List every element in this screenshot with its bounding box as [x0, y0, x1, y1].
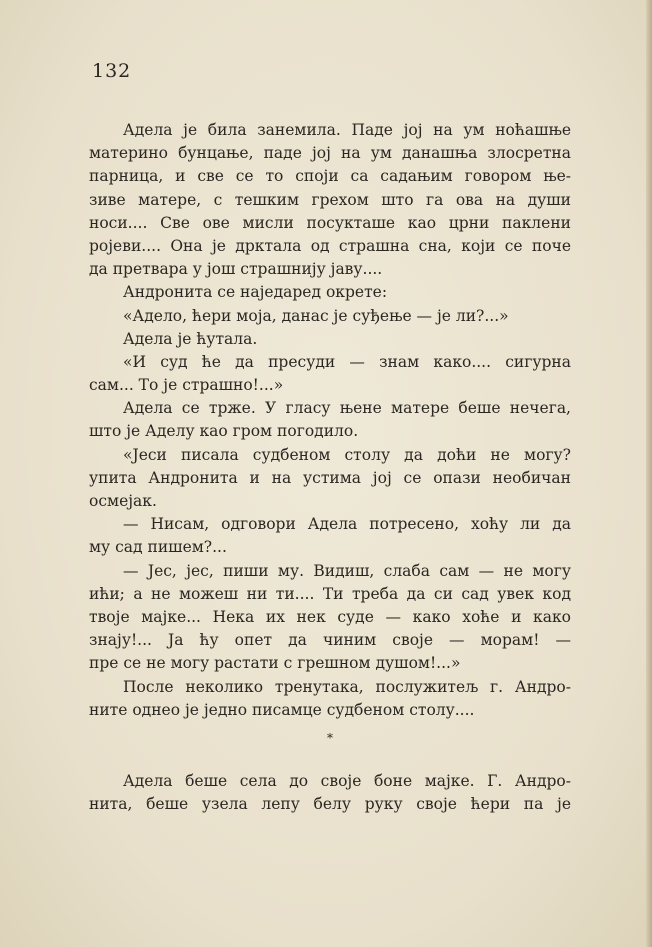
page-edge: [646, 0, 652, 947]
text-line: зиве матере, с тешким грехом што га ова на души: [89, 190, 571, 209]
main-paragraphs: [89, 119, 571, 722]
text-line: Адела је била занемила. Паде јој на ум ноћашње: [123, 121, 571, 139]
text-line: Адела беше села до своје боне мајке. Г. Андро-: [123, 771, 571, 790]
text-line: — Јес, јес, пиши му. Видиш, слаба сам — не могу: [123, 561, 571, 580]
text-line: Адела је ћутала.: [123, 329, 258, 348]
text-line: парница, и све се то споји са садањим говором ње-: [89, 167, 571, 186]
text-line: ните однео је једно писамце судбеном столу....: [89, 700, 475, 719]
text-line: После неколико тренутака, послужитељ г. Андро-: [123, 677, 571, 696]
text-line: ићи; а не можеш ни ти.... Ти треба да си сад увек код: [89, 584, 571, 603]
page-number: 132: [92, 60, 132, 82]
text-line: да претвара у још страшнију јаву....: [89, 260, 383, 279]
text-line: знају!... Ја ћу опет да чиним своје — морам! —: [89, 631, 571, 650]
text-line: пре се не могу растати с грешном душом!...»: [89, 654, 461, 673]
body-text: [89, 119, 571, 816]
text-line: му сад пишем?...: [89, 538, 227, 557]
text-line: упита Андронита и на устима јој се опази необичан: [89, 468, 571, 487]
text-line: нита, беше узела лепу белу руку своје ћери па је: [89, 795, 571, 814]
text-line: Андронита се наједаред окрете:: [123, 283, 388, 302]
text-line: осмејак.: [89, 492, 157, 510]
text-line: што је Аделу као гром погодило.: [89, 422, 359, 441]
text-line: Адела се трже. У гласу њене матере беше нечега,: [123, 399, 571, 418]
text-line: «Јеси писала судбеном столу да доћи не могу?: [123, 445, 571, 464]
text-line: носи.... Све ове мисли посукташе као црни паклени: [89, 213, 571, 232]
text-line: «Адело, ћери моја, данас је суђење — је ли?...»: [123, 306, 509, 325]
text-line: сам... То је страшно!...»: [89, 376, 284, 395]
section-separator: *: [327, 730, 333, 745]
text-line: твоје мајке... Нека их нек суде — како хоће и како: [89, 607, 571, 626]
text-line: материно бунцање, паде јој на ум данашња злосретна: [89, 144, 571, 163]
text-line: «И суд ће да пресуди — знам како.... сигурна: [123, 352, 571, 371]
text-line: — Нисам, одговори Адела потресено, хоћу ли да: [123, 515, 571, 534]
continuation-paragraph: [89, 770, 571, 816]
text-line: ројеви.... Она је дрктала од страшна сна, који се поче: [89, 236, 571, 255]
